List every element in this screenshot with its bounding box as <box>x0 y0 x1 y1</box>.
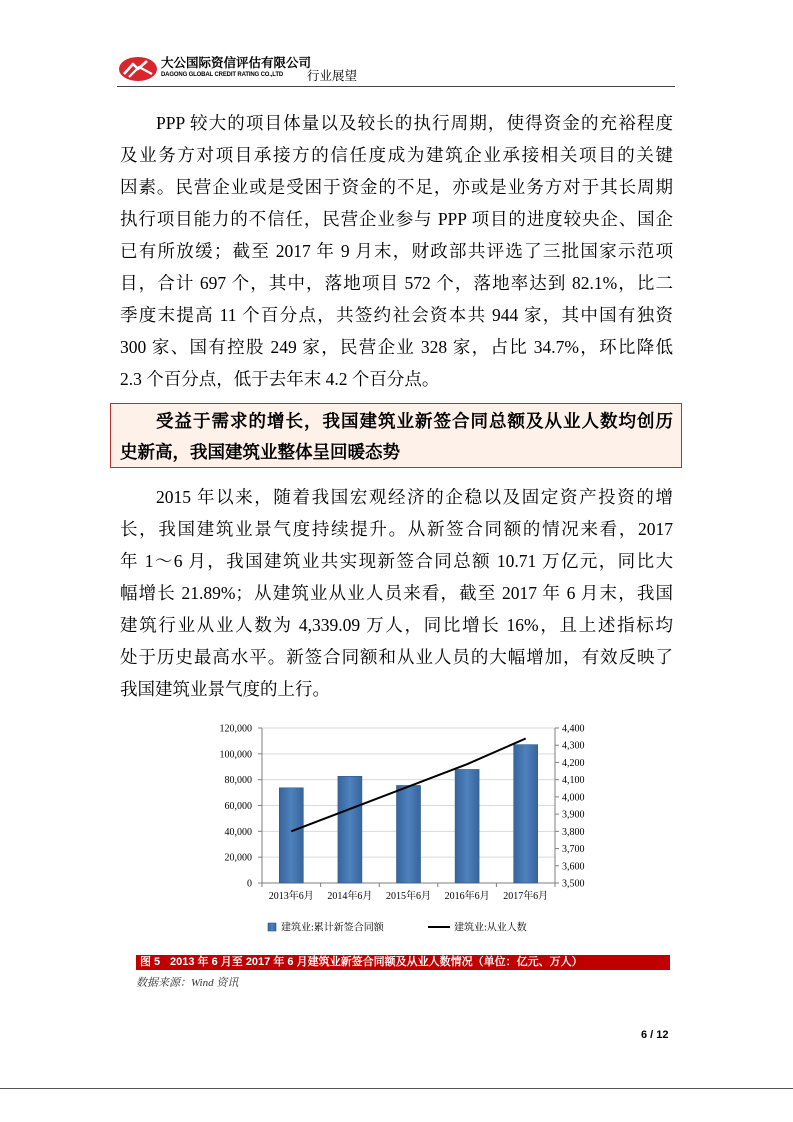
bar-4 <box>455 769 479 883</box>
bar-1 <box>279 788 303 883</box>
company-logo <box>118 56 158 82</box>
y-axis-right-label: 4,200 <box>562 757 585 769</box>
contracts-employment-chart <box>200 715 620 945</box>
y-axis-right-label: 3,900 <box>562 809 585 821</box>
y-axis-right-label: 4,100 <box>562 775 585 787</box>
paragraph-2-line: 2015 年以来，随着我国宏观经济的企稳以及固定资产投资的增 <box>156 487 673 507</box>
y-axis-left-label: 0 <box>247 878 252 890</box>
x-axis-label: 2017年6月 <box>503 891 549 902</box>
figure-caption: 2013 年 6 月至 2017 年 6 月建筑业新签合同额及从业人数情况（单位：亿元、万人） <box>170 956 583 968</box>
y-axis-right-label: 4,400 <box>562 723 585 735</box>
footer-divider <box>0 1088 793 1089</box>
paragraph-1-line: 已有所放缓；截至 2017 年 9 月末，财政部共评选了三批国家示范项 <box>120 241 673 261</box>
paragraph-2-line: 我国建筑业景气度的上行。 <box>120 679 330 699</box>
legend-swatch-bar <box>268 923 276 931</box>
y-axis-left-label: 60,000 <box>224 801 252 812</box>
figure-label: 图 5 <box>140 956 161 968</box>
y-axis-right-label: 3,600 <box>562 861 585 873</box>
highlight-heading-line: 史新高，我国建筑业整体呈回暖态势 <box>120 442 400 462</box>
chart-legend <box>268 921 527 934</box>
y-axis-right-label: 3,700 <box>562 844 585 856</box>
x-axis-label: 2016年6月 <box>444 891 490 902</box>
report-type: 行业展望 <box>307 69 358 83</box>
paragraph-2-line: 年 1～6 月，我国建筑业共实现新签合同总额 10.71 万亿元，同比大 <box>120 551 673 571</box>
paragraph-1-line: 季度末提高 11 个百分点，共签约社会资本共 944 家，其中国有独资 <box>120 305 673 325</box>
page-number: 6 / 12 <box>641 1029 669 1041</box>
company-name-cn: 大公国际资信评估有限公司 <box>161 56 312 70</box>
y-axis-left-label: 20,000 <box>224 852 252 864</box>
paragraph-1-line: 执行项目能力的不信任，民营企业参与 PPP 项目的进度较央企、国企 <box>120 209 673 229</box>
figure-caption-bar <box>136 955 670 970</box>
y-axis-right-label: 4,000 <box>562 792 585 804</box>
paragraph-2-line: 处于历史最高水平。新签合同额和从业人员的大幅增加，有效反映了 <box>120 647 673 667</box>
chart-bars <box>279 745 537 883</box>
bar-5 <box>514 745 538 883</box>
line-point-4 <box>465 762 469 766</box>
paragraph-1-line: 因素。民营企业或是受困于资金的不足，亦或是业务方对于其长周期 <box>120 177 673 197</box>
paragraph-2-line: 建筑行业从业人数为 4,339.09 万人，同比增长 16%，且上述指标均 <box>120 615 673 635</box>
x-axis-label: 2015年6月 <box>386 891 431 902</box>
paragraph-1-line: PPP 较大的项目体量以及较长的执行周期，使得资金的充裕程度 <box>156 113 673 133</box>
paragraph-2-line: 长，我国建筑业景气度持续提升。从新签合同额的情况来看，2017 <box>120 519 673 539</box>
bar-3 <box>397 785 421 883</box>
y-axis-left-label: 100,000 <box>219 749 252 761</box>
paragraph-1-line: 2.3 个百分点，低于去年末 4.2 个百分点。 <box>120 369 440 389</box>
y-axis-left-label: 80,000 <box>224 775 252 787</box>
highlight-heading-line: 受益于需求的增长，我国建筑业新签合同总额及从业人数均创历 <box>156 411 673 431</box>
y-axis-left-label: 40,000 <box>224 826 252 838</box>
y-axis-right-label: 4,300 <box>562 740 585 752</box>
legend-label-line: 建筑业:从业人数 <box>454 922 527 934</box>
x-axis-label: 2013年6月 <box>268 891 314 902</box>
legend-label-bar: 建筑业:累计新签合同额 <box>281 922 384 934</box>
line-point-2 <box>348 807 352 811</box>
figure-source: 数据来源：Wind 资讯 <box>136 977 239 989</box>
paragraph-1-line: 目，合计 697 个，其中，落地项目 572 个，落地率达到 82.1%，比二 <box>120 273 673 293</box>
paragraph-1-line: 300 家、国有控股 249 家，民营企业 328 家，占比 34.7%，环比降低 <box>120 337 673 357</box>
line-point-1 <box>289 829 293 833</box>
header-divider <box>117 86 675 87</box>
y-axis-right-label: 3,500 <box>562 878 585 890</box>
y-axis-left-label: 120,000 <box>219 723 252 735</box>
paragraph-2-line: 幅增长 21.89%；从建筑业从业人员来看，截至 2017 年 6 月末，我国 <box>120 583 673 603</box>
line-point-5 <box>524 737 528 741</box>
paragraph-1-line: 及业务方对项目承接方的信任度成为建筑企业承接相关项目的关键 <box>120 145 673 165</box>
x-axis-label: 2014年6月 <box>327 891 373 902</box>
line-point-3 <box>407 785 411 789</box>
bar-2 <box>338 776 362 883</box>
y-axis-right-label: 3,800 <box>562 826 585 838</box>
company-name-en: DAGONG GLOBAL CREDIT RATING CO.,LTD <box>161 72 284 78</box>
